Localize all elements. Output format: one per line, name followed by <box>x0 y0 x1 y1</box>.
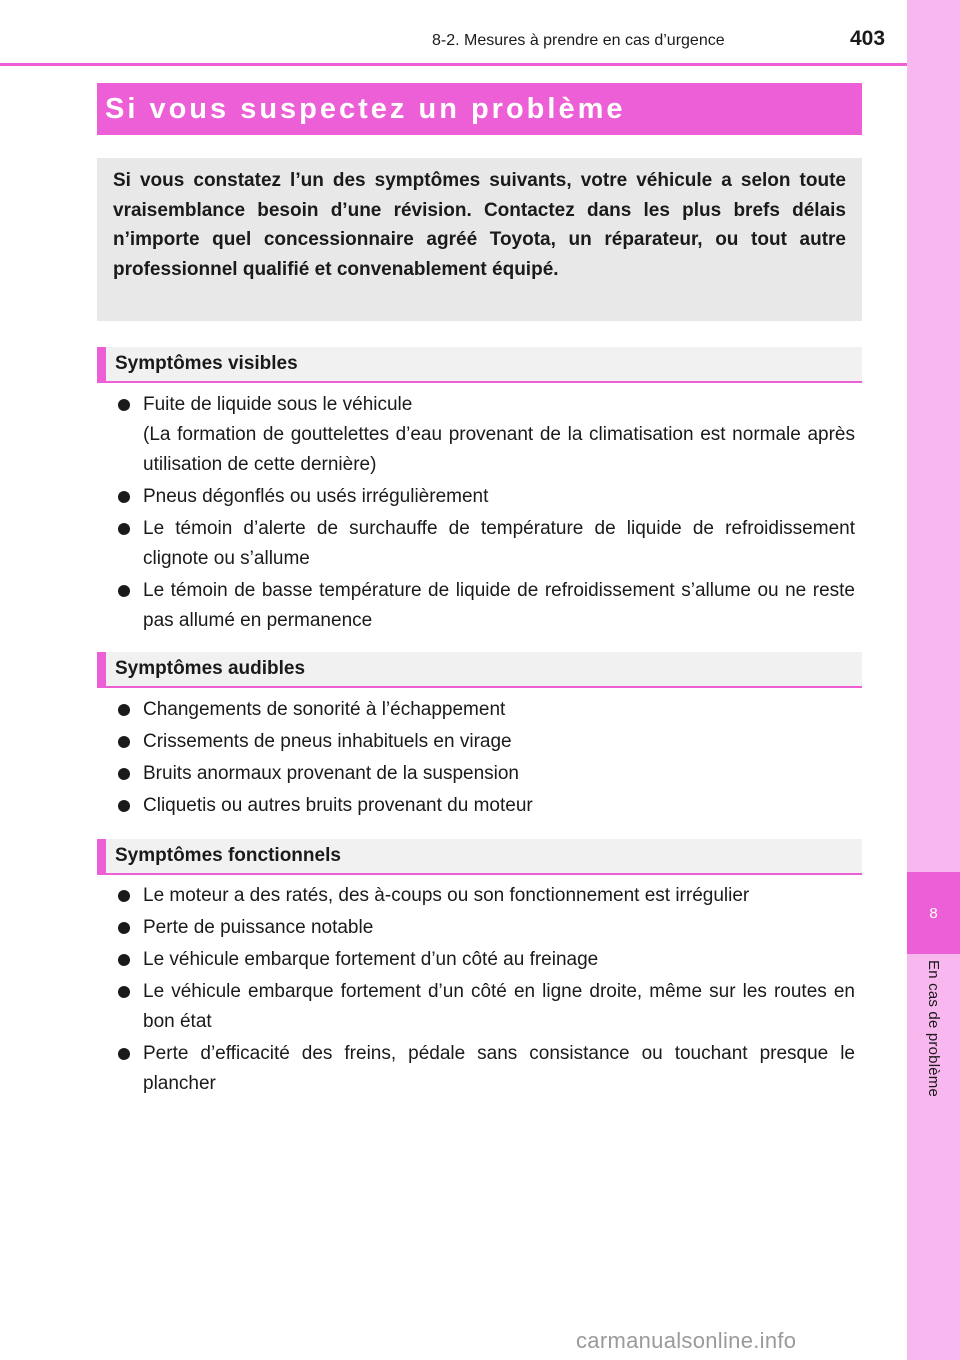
bullet-dot-icon <box>118 922 130 934</box>
list-item <box>118 977 855 1037</box>
list-item <box>118 881 855 911</box>
list-item-text: Perte d’efficacité des freins, pédale sans consistance ou touchant presque le plancher <box>143 1043 855 1094</box>
bullet-dot-icon <box>118 491 130 503</box>
bullet-dot-icon <box>118 954 130 966</box>
list-item <box>118 482 855 512</box>
chapter-number: 8 <box>929 904 938 922</box>
bullet-dot-icon <box>118 800 130 812</box>
list-item-note: (La formation de gouttelettes d’eau provenant de la climatisation est normale après utilisation de cette dernière) <box>143 424 855 475</box>
list-item <box>118 945 855 975</box>
list-item-text: Crissements de pneus inhabituels en virage <box>143 731 512 752</box>
section-heading-label: Symptômes audibles <box>115 658 306 679</box>
section-heading-label: Symptômes fonctionnels <box>115 845 341 866</box>
section-heading-functional <box>97 839 862 875</box>
bullet-dot-icon <box>118 986 130 998</box>
list-item <box>118 727 855 757</box>
list-item-text: Le moteur a des ratés, des à-coups ou son fonctionnement est irrégulier <box>143 885 750 906</box>
list-item-text: Le véhicule embarque fortement d’un côté au freinage <box>143 949 599 970</box>
intro-box <box>97 158 862 321</box>
bullet-dot-icon <box>118 704 130 716</box>
chapter-label-tab <box>907 960 960 1140</box>
chapter-label: En cas de problème <box>925 960 942 1098</box>
list-item-text: Bruits anormaux provenant de la suspension <box>143 763 520 784</box>
list-item <box>118 576 855 636</box>
list-item-text: Le témoin d’alerte de surchauffe de température de liquide de refroidissement clignote ou s’allume <box>143 518 855 569</box>
bullet-dot-icon <box>118 523 130 535</box>
list-item-text: Changements de sonorité à l’échappement <box>143 699 506 720</box>
bullet-dot-icon <box>118 399 130 411</box>
bullet-dot-icon <box>118 1048 130 1060</box>
section-heading-audible <box>97 652 862 688</box>
page-number: 403 <box>850 27 886 50</box>
section-heading-label: Symptômes visibles <box>115 353 298 374</box>
list-item-text: Fuite de liquide sous le véhicule <box>143 394 413 415</box>
chapter-number-tab <box>907 872 960 954</box>
list-item-text: Cliquetis ou autres bruits provenant du moteur <box>143 795 533 816</box>
list-item-text: Le véhicule embarque fortement d’un côté en ligne droite, même sur les routes en bon état <box>143 981 855 1032</box>
list-item <box>118 390 855 480</box>
page-title: Si vous suspectez un problème <box>105 92 626 125</box>
bullet-dot-icon <box>118 736 130 748</box>
title-band <box>97 83 862 135</box>
list-item <box>118 791 855 821</box>
list-item <box>118 695 855 725</box>
bullet-dot-icon <box>118 768 130 780</box>
intro-text: Si vous constatez l’un des symptômes suivants, votre véhicule a selon toute vraisemblance besoin d’une révision. Contactez dans les plus brefs délais n’importe quel concessionnaire agréé Toyota, un réparateur, ou tout autre professionnel qualifié et convenablement équipé. <box>113 170 846 280</box>
bullet-list-functional <box>118 881 855 1101</box>
list-item <box>118 1039 855 1099</box>
list-item-text: Pneus dégonflés ou usés irrégulièrement <box>143 486 489 507</box>
section-heading-visible <box>97 347 862 383</box>
bullet-list-audible <box>118 695 855 823</box>
bullet-dot-icon <box>118 585 130 597</box>
list-item-text: Le témoin de basse température de liquide de refroidissement s’allume ou ne reste pas allumé en permanence <box>143 580 855 631</box>
list-item <box>118 759 855 789</box>
bullet-list-visible <box>118 390 855 638</box>
bullet-dot-icon <box>118 890 130 902</box>
list-item <box>118 913 855 943</box>
watermark-text: carmanualsonline.info <box>576 1328 797 1353</box>
list-item-text: Perte de puissance notable <box>143 917 374 938</box>
header-rule <box>0 63 907 66</box>
list-item <box>118 514 855 574</box>
side-tab-strip <box>907 0 960 1360</box>
section-reference: 8-2. Mesures à prendre en cas d’urgence <box>432 32 725 49</box>
